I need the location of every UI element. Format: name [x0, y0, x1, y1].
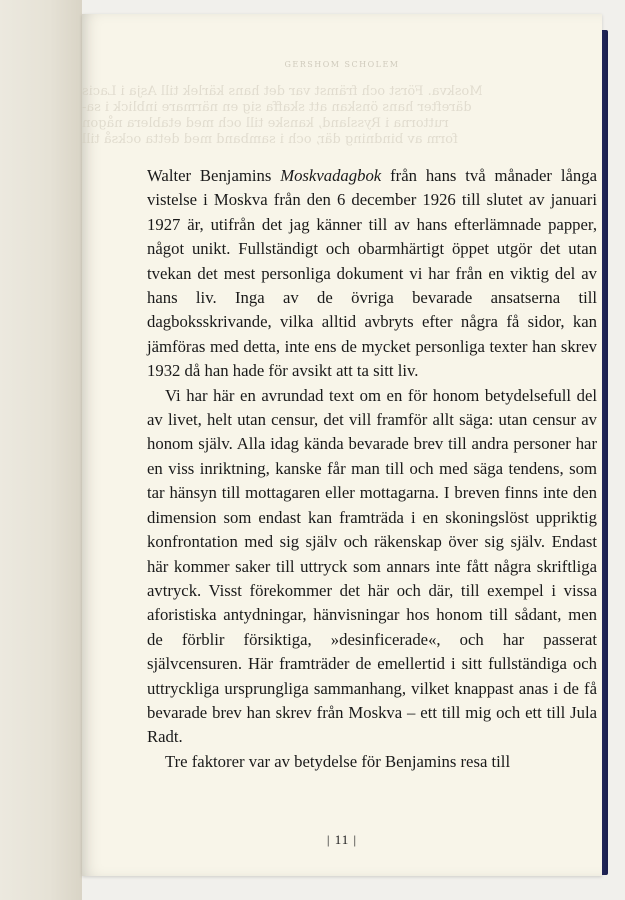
- body-text: [147, 164, 597, 774]
- facing-page: [0, 0, 82, 900]
- p1-rest: från hans två månader långa vistelse i Moskva från den 6 december 1926 till slutet av januari 1927 är, utifrån det jag känner till av hans efterlämnade papper, något unikt. Fullständigt och obarmhärtigt öppet utgör det utan tvekan det mest personliga dokument vi har från en viktig del av hans liv. Inga av de övriga bevarade ansatserna till dagboksskrivande, vilka alltid avbryts efter några få sidor, kan jämföras med detta, inte ens de mycket personliga texter han skrev 1932 då han hade för avsikt att ta sitt liv.: [147, 166, 598, 381]
- page-number: | 11 |: [326, 832, 358, 847]
- bleed-line: därefter hans önskan att skaffa sig en närmare inblick i sa-: [82, 100, 472, 115]
- paragraph-2: Vi har här en avrundad text om en för honom betydelsefull del av livet, helt utan censur, det vill framför allt säga: utan censur av honom själv. Alla idag kända bevarade brev till andra personer har en viss inriktning, kanske får man till och med säga tendens, som tar hänsyn till mottagaren eller mottagarna. I breven finns inte den dimension som endast kan framträda i en skoningslöst uppriktig konfrontation med sig själv och räkenskap över sig själv. Endast här kommer saker till uttryck som annars inte fått några skriftliga avtryck. Visst förekommer det här och där, till exempel i vissa aforistiska antydningar, hänvisningar hos honom till sådant, men de förblir försiktiga, »desinficerade«, och har passerat självcensuren. Här framträder de emellertid i sitt fullständiga och uttryckliga ursprungliga sammanhang, vilket knappast anas i de få bevarade brev han skrev från Moskva – ett till mig och ett till Jula Radt.: [147, 385, 597, 747]
- bleed-line: ruttorna i Ryssland, kanske till och med etablera någon: [82, 116, 449, 131]
- book-page: [82, 14, 602, 876]
- paragraph-3: Tre faktorer var av betydelse för Benjamins resa till: [165, 751, 511, 771]
- p1-start: Walter Benjamins: [147, 166, 281, 185]
- bleed-through-text: [82, 84, 594, 148]
- book-title: Moskvadagbok: [280, 166, 382, 185]
- running-header: GERSHOM SCHOLEM: [284, 60, 400, 69]
- paragraph-1: [147, 164, 597, 384]
- bleed-line: form av bindning där, och i samband med detta också till: [82, 132, 458, 147]
- bleed-line: Moskva. Först och främst var det hans kärlek till Asja i Lacis: [82, 84, 483, 99]
